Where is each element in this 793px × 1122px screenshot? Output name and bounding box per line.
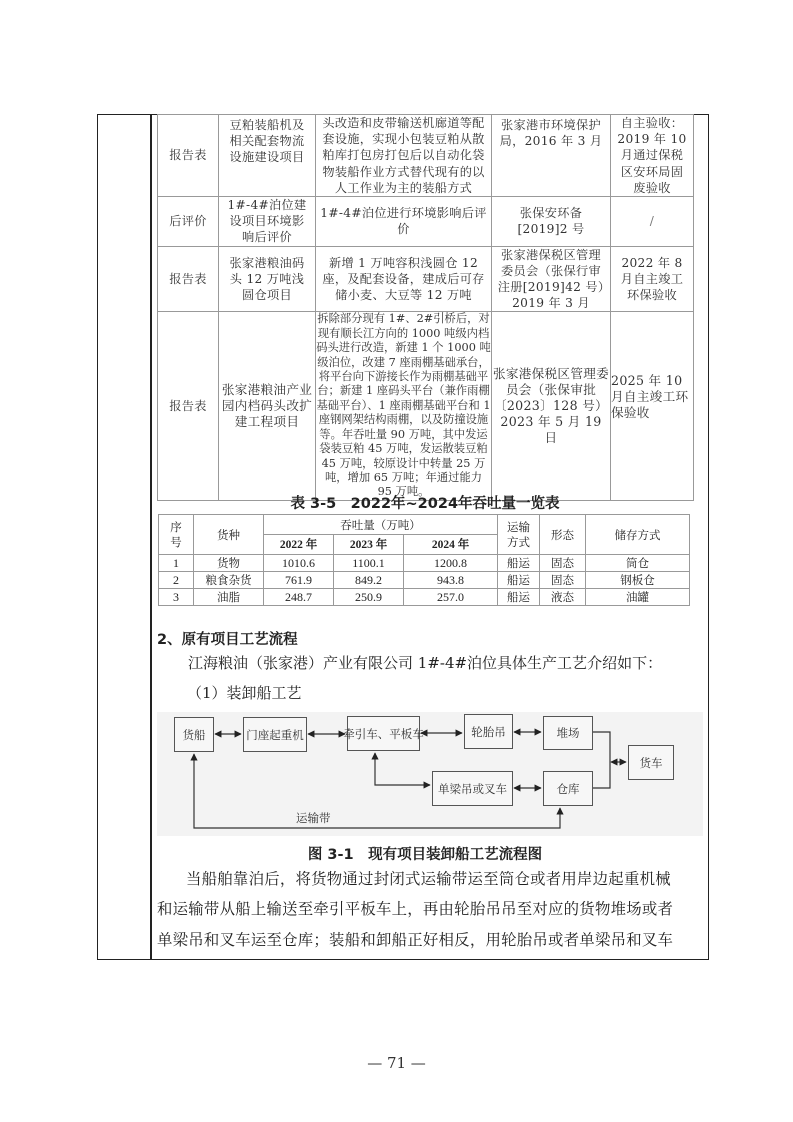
cell-2022: 1010.6 [264, 555, 334, 572]
cell-storage: 油罐 [586, 589, 690, 606]
section-heading: 2、原有项目工艺流程 [157, 632, 298, 648]
cell-name: 张家港粮油码头 12 万吨浅圆仓项目 [219, 246, 316, 312]
cell-acceptance: 自主验收：2019 年 10 月通过保税区安环局固废验收 [611, 115, 694, 197]
node-tractor: 牵引车、平板车 [347, 716, 420, 751]
header-year: 2022 年 [264, 535, 334, 555]
page-number: — 71 — [367, 1054, 426, 1072]
cell-storage: 钢板仓 [586, 572, 690, 589]
header-cargo: 货种 [194, 515, 264, 555]
cell-content: 拆除部分现有 1#、2#引桥后，对现有顺长江方向的 1000 吨级内档码头进行改造，新建 1 个 1000 吨级泊位，改建 7 座雨棚基础承台，将平台向下游接长作为雨棚基础平台；新建 1 座码头平台（兼作雨棚基础平台）、1 座雨棚基础平台和 1 座钢网架结构雨棚，以及防撞设施等。年吞吐量 90 万吨，其中发运袋装豆粕 45 万吨，发运散装豆粕 45 万吨，较原设计中转量 25 万吨，增加 65 万吨；年通过能力 95 万吨。 [316, 312, 491, 499]
cell-seq: 2 [159, 572, 194, 589]
cell-storage: 筒仓 [586, 555, 690, 572]
line-yard-join [593, 732, 610, 788]
node-yard: 堆场 [543, 716, 593, 750]
cell-2023: 1100.1 [334, 555, 404, 572]
cell-2024: 1200.8 [404, 555, 498, 572]
node-warehouse: 仓库 [543, 771, 593, 806]
header-seq: 序号 [159, 515, 194, 555]
cell-cargo: 粮食杂货 [194, 572, 264, 589]
cell-transport: 船运 [498, 572, 540, 589]
cell-2023: 849.2 [334, 572, 404, 589]
cell-name: 张家港粮油产业园内档码头改扩建工程项目 [219, 312, 316, 500]
header-state: 形态 [540, 515, 586, 555]
cell-type: 报告表 [158, 115, 219, 197]
header-transport: 运输方式 [498, 515, 540, 555]
cell-state: 固态 [540, 555, 586, 572]
cell-seq: 1 [159, 555, 194, 572]
cell-cargo: 油脂 [194, 589, 264, 606]
header-year: 2024 年 [404, 535, 498, 555]
cell-transport: 船运 [498, 589, 540, 606]
cell-cargo: 货物 [194, 555, 264, 572]
section-intro: 江海粮油（张家港）产业有限公司 1#-4#泊位具体生产工艺介绍如下： [188, 654, 663, 672]
cell-content: 新增 1 万吨容积浅圆仓 12 座，及配套设备，建成后可存储小麦、大豆等 12 万吨 [316, 246, 492, 312]
node-truck: 货车 [628, 745, 674, 780]
table-caption: 表 3-5 2022年~2024年吞吐量一览表 [290, 496, 560, 512]
cell-acceptance: 2025 年 10 月自主竣工环保验收 [611, 312, 694, 500]
cell-approval: 张保安环备[2019]2 号 [492, 197, 611, 247]
cell-2024: 943.8 [404, 572, 498, 589]
cell-acceptance: 2022 年 8 月自主竣工环保验收 [611, 246, 694, 312]
cell-approval: 张家港保税区管理委员会（张保行审注册[2019]42 号）2019 年 3 月 [492, 246, 611, 312]
cell-seq: 3 [159, 589, 194, 606]
header-year: 2023 年 [334, 535, 404, 555]
body-text-line: 和运输带从船上输送至牵引平板车上，再由轮胎吊吊至对应的货物堆场或者 [157, 900, 674, 918]
node-portal-crane: 门座起重机 [243, 717, 307, 752]
cell-name: 1#-4#泊位建设项目环境影响后评价 [219, 197, 316, 247]
cell-approval: 张家港市环境保护局，2016 年 3 月 [492, 115, 611, 197]
arrow-tractor-forklift [375, 753, 430, 785]
header-storage: 储存方式 [586, 515, 690, 555]
node-forklift: 单梁吊或叉车 [432, 771, 513, 806]
node-tyre-crane: 轮胎吊 [464, 714, 513, 749]
cell-type: 报告表 [158, 312, 219, 500]
node-ship: 货船 [174, 717, 214, 752]
body-text-line: 当船舶靠泊后，将货物通过封闭式运输带运至筒仓或者用岸边起重机械 [186, 870, 671, 888]
cell-content: 1#-4#泊位进行环境影响后评价 [316, 197, 492, 247]
cell-state: 液态 [540, 589, 586, 606]
cell-acceptance: / [611, 197, 694, 247]
header-throughput: 吞吐量（万吨） [264, 515, 498, 535]
cell-2022: 761.9 [264, 572, 334, 589]
sub-heading: （1）装卸船工艺 [187, 684, 302, 702]
cell-state: 固态 [540, 572, 586, 589]
cell-type: 后评价 [158, 197, 219, 247]
body-text-line: 单梁吊和叉车运至仓库；装船和卸船正好相反，用轮胎吊或者单梁吊和叉车 [157, 931, 674, 949]
cell-2024: 257.0 [404, 589, 498, 606]
figure-caption: 图 3-1 现有项目装卸船工艺流程图 [307, 847, 543, 863]
cell-2022: 248.7 [264, 589, 334, 606]
cell-name: 豆粕装船机及相关配套物流设施建设项目 [219, 115, 316, 197]
cell-2023: 250.9 [334, 589, 404, 606]
belt-label: 运输带 [296, 811, 331, 825]
cell-type: 报告表 [158, 246, 219, 312]
cell-approval: 张家港保税区管理委员会（张保审批〔2023〕128 号）2023 年 5 月 19 日 [492, 312, 611, 500]
cell-content: 头改造和皮带输送机廊道等配套设施，实现小包装豆粕从散粕库打包房打包后以自动化袋物装船作业方式替代现有的以人工作业为主的装船方式 [316, 115, 492, 197]
cell-transport: 船运 [498, 555, 540, 572]
